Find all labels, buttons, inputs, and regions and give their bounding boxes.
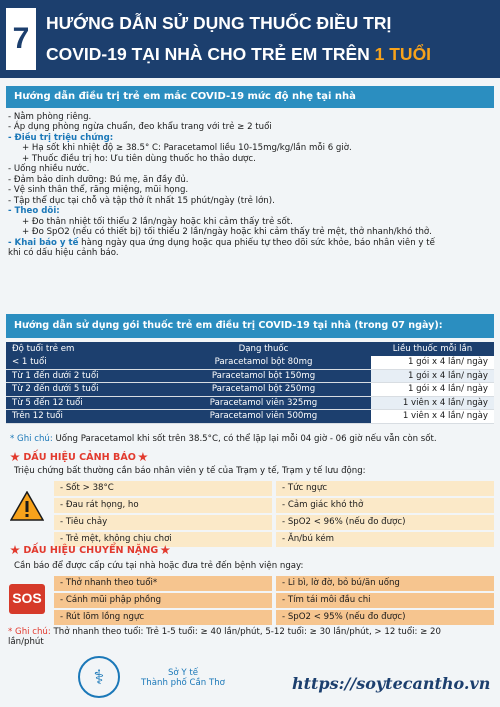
instruction-line: + Hạ sốt khi nhiệt độ ≥ 38.5° C: Paracetamol liều 10-15mg/kg/lần mỗi 6 giờ.: [22, 143, 352, 154]
symptom-item: - Rút lõm lồng ngực: [54, 610, 272, 625]
table-row: [6, 383, 494, 396]
table-row: [6, 356, 494, 369]
table-cell: 1 gói x 4 lần/ ngày: [371, 356, 494, 369]
starburst-icon: [138, 452, 148, 462]
instruction-line: - Áp dụng phòng ngừa chuẩn, đeo khẩu trang với trẻ ≥ 2 tuổi: [8, 122, 272, 133]
table-row: [6, 369, 494, 382]
symptom-item: - Thở nhanh theo tuổi*: [54, 576, 272, 591]
column-header: Liều thuốc mỗi lần: [371, 342, 494, 356]
title-line-2-text: COVID-19 TẠI NHÀ CHO TRẺ EM TRÊN: [46, 44, 375, 64]
instruction-line: - Uống nhiều nước.: [8, 164, 90, 175]
treatment-instructions: [8, 112, 494, 259]
warning-title-text: DẤU HIỆU CẢNH BÁO: [23, 452, 136, 463]
symptom-item: - Cảm giác khó thở: [276, 498, 494, 513]
instruction-line: - Vệ sinh thân thể, răng miệng, mũi họng.: [8, 185, 189, 196]
section-heading-treatment: Hướng dẫn điều trị trẻ em mắc COVID-19 mức độ nhẹ tại nhà: [6, 86, 494, 108]
table-cell: Từ 1 đến dưới 2 tuổi: [6, 369, 156, 382]
symptom-item: - SpO2 < 95% (nếu đo được): [276, 610, 494, 625]
title-line-2: [46, 39, 494, 70]
instruction-line: + Thuốc điều trị ho: Ưu tiên dùng thuốc ho thảo dược.: [22, 153, 256, 164]
instruction-line: [8, 238, 494, 248]
table-cell: Paracetamol bột 80mg: [156, 356, 371, 369]
header-banner: [0, 0, 500, 78]
starburst-icon: [10, 452, 20, 462]
instruction-line: - Tập thể dục tại chỗ và tập thở ít nhất 15 phút/ngày (trẻ lớn).: [8, 195, 275, 206]
table-row: [6, 396, 494, 409]
column-header: Độ tuổi trẻ em: [6, 342, 156, 356]
table-header-row: [6, 342, 494, 356]
danger-intro: Cần báo để được cấp cứu tại nhà hoặc đưa trẻ đến bệnh viện ngay:: [14, 561, 304, 571]
table-cell: < 1 tuổi: [6, 356, 156, 369]
title-line-1: HƯỚNG DẪN SỬ DỤNG THUỐC ĐIỀU TRỊ: [46, 13, 392, 33]
instruction-text: hàng ngày qua ứng dụng hoặc qua phiếu tự theo dõi sức khỏe, báo nhân viên y tế: [78, 237, 435, 248]
warning-intro: Triệu chứng bất thường cần báo nhân viên y tế của Trạm y tế, Trạm y tế lưu động:: [14, 466, 366, 476]
sos-icon: SOS: [9, 584, 45, 614]
symptom-item: - SpO2 < 96% (nếu đo được): [276, 515, 494, 530]
warning-triangle-icon: [10, 491, 44, 521]
table-cell: Paracetamol bột 250mg: [156, 383, 371, 396]
instruction-subheading: - Theo dõi:: [8, 206, 60, 217]
org-line-2: Thành phố Cần Thơ: [141, 678, 225, 689]
table-cell: 1 gói x 4 lần/ ngày: [371, 369, 494, 382]
table-cell: Trên 12 tuổi: [6, 410, 156, 423]
symptom-item: - Tức ngực: [276, 481, 494, 496]
page-title: [46, 8, 494, 70]
table-cell: Từ 5 đến 12 tuổi: [6, 396, 156, 409]
table-cell: Paracetamol viên 325mg: [156, 396, 371, 409]
symptom-item: - Trẻ mệt, không chịu chơi: [54, 532, 272, 547]
medication-table: [6, 342, 494, 424]
website-link[interactable]: https://soytecantho.vn: [292, 674, 491, 693]
warning-title: [8, 452, 148, 464]
note-text: Thở nhanh theo tuổi: Trẻ 1-5 tuổi: ≥ 40 lần/phút, 5-12 tuổi: ≥ 30 lần/phút, > 12 tuổi: ≥ 20: [50, 627, 441, 637]
instruction-line: khi có dấu hiệu cảnh báo.: [8, 248, 119, 259]
table-cell: Paracetamol bột 150mg: [156, 369, 371, 382]
table-cell: 1 viên x 4 lần/ ngày: [371, 396, 494, 409]
starburst-icon: [160, 545, 170, 555]
danger-symptom-grid: [54, 576, 494, 625]
danger-title: [8, 545, 170, 557]
instruction-line: + Đo SpO2 (nếu có thiết bị) tối thiểu 2 lần/ngày hoặc khi cảm thấy trẻ mệt, thở nhanh/khó thở.: [22, 227, 432, 238]
health-department-logo: ⚕: [78, 656, 120, 698]
title-highlight: 1 TUỔI: [374, 44, 432, 64]
section-number: 7: [6, 8, 36, 70]
note-label: * Ghi chú:: [8, 627, 51, 637]
note-text: Uống Paracetamol khi sốt trên 38.5°C, có thể lặp lại mỗi 04 giờ - 06 giờ nếu vẫn còn sốt.: [52, 434, 437, 444]
note-text-cont: lần/phút: [8, 637, 44, 648]
symptom-item: - Tím tái môi đầu chi: [276, 593, 494, 608]
table-row: [6, 410, 494, 423]
table-cell: 1 viên x 4 lần/ ngày: [371, 410, 494, 423]
instruction-keyword: - Khai báo y tế: [8, 237, 79, 248]
symptom-item: - Tiêu chảy: [54, 515, 272, 530]
section-heading-medication: Hướng dẫn sử dụng gói thuốc trẻ em điều trị COVID-19 tại nhà (trong 07 ngày):: [6, 314, 494, 338]
footer-organization: [128, 668, 238, 689]
symptom-item: - Đau rát họng, ho: [54, 498, 272, 513]
starburst-icon: [10, 545, 20, 555]
medication-note: [10, 434, 496, 444]
danger-note: [8, 627, 494, 648]
warning-symptom-grid: [54, 481, 494, 547]
symptom-item: - Cánh mũi phập phồng: [54, 593, 272, 608]
table-cell: 1 gói x 4 lần/ ngày: [371, 383, 494, 396]
danger-title-text: DẤU HIỆU CHUYỂN NẶNG: [23, 545, 159, 556]
note-label: * Ghi chú:: [10, 434, 53, 444]
symptom-item: - Ăn/bú kém: [276, 532, 494, 547]
symptom-item: - Li bì, lờ đờ, bỏ bú/ăn uống: [276, 576, 494, 591]
instruction-line: - Nằm phòng riêng.: [8, 112, 92, 122]
instruction-subheading: - Điều trị triệu chứng:: [8, 132, 114, 143]
symptom-item: - Sốt > 38°C: [54, 481, 272, 496]
instruction-line: + Đo thân nhiệt tối thiểu 2 lần/ngày hoặc khi cảm thấy trẻ sốt.: [22, 216, 293, 227]
table-cell: Paracetamol viên 500mg: [156, 410, 371, 423]
column-header: Dạng thuốc: [156, 342, 371, 356]
instruction-line: - Đảm bảo dinh dưỡng: Bú mẹ, ăn đầy đủ.: [8, 174, 189, 185]
org-line-1: Sở Y tế: [167, 668, 199, 678]
table-cell: Từ 2 đến dưới 5 tuổi: [6, 383, 156, 396]
